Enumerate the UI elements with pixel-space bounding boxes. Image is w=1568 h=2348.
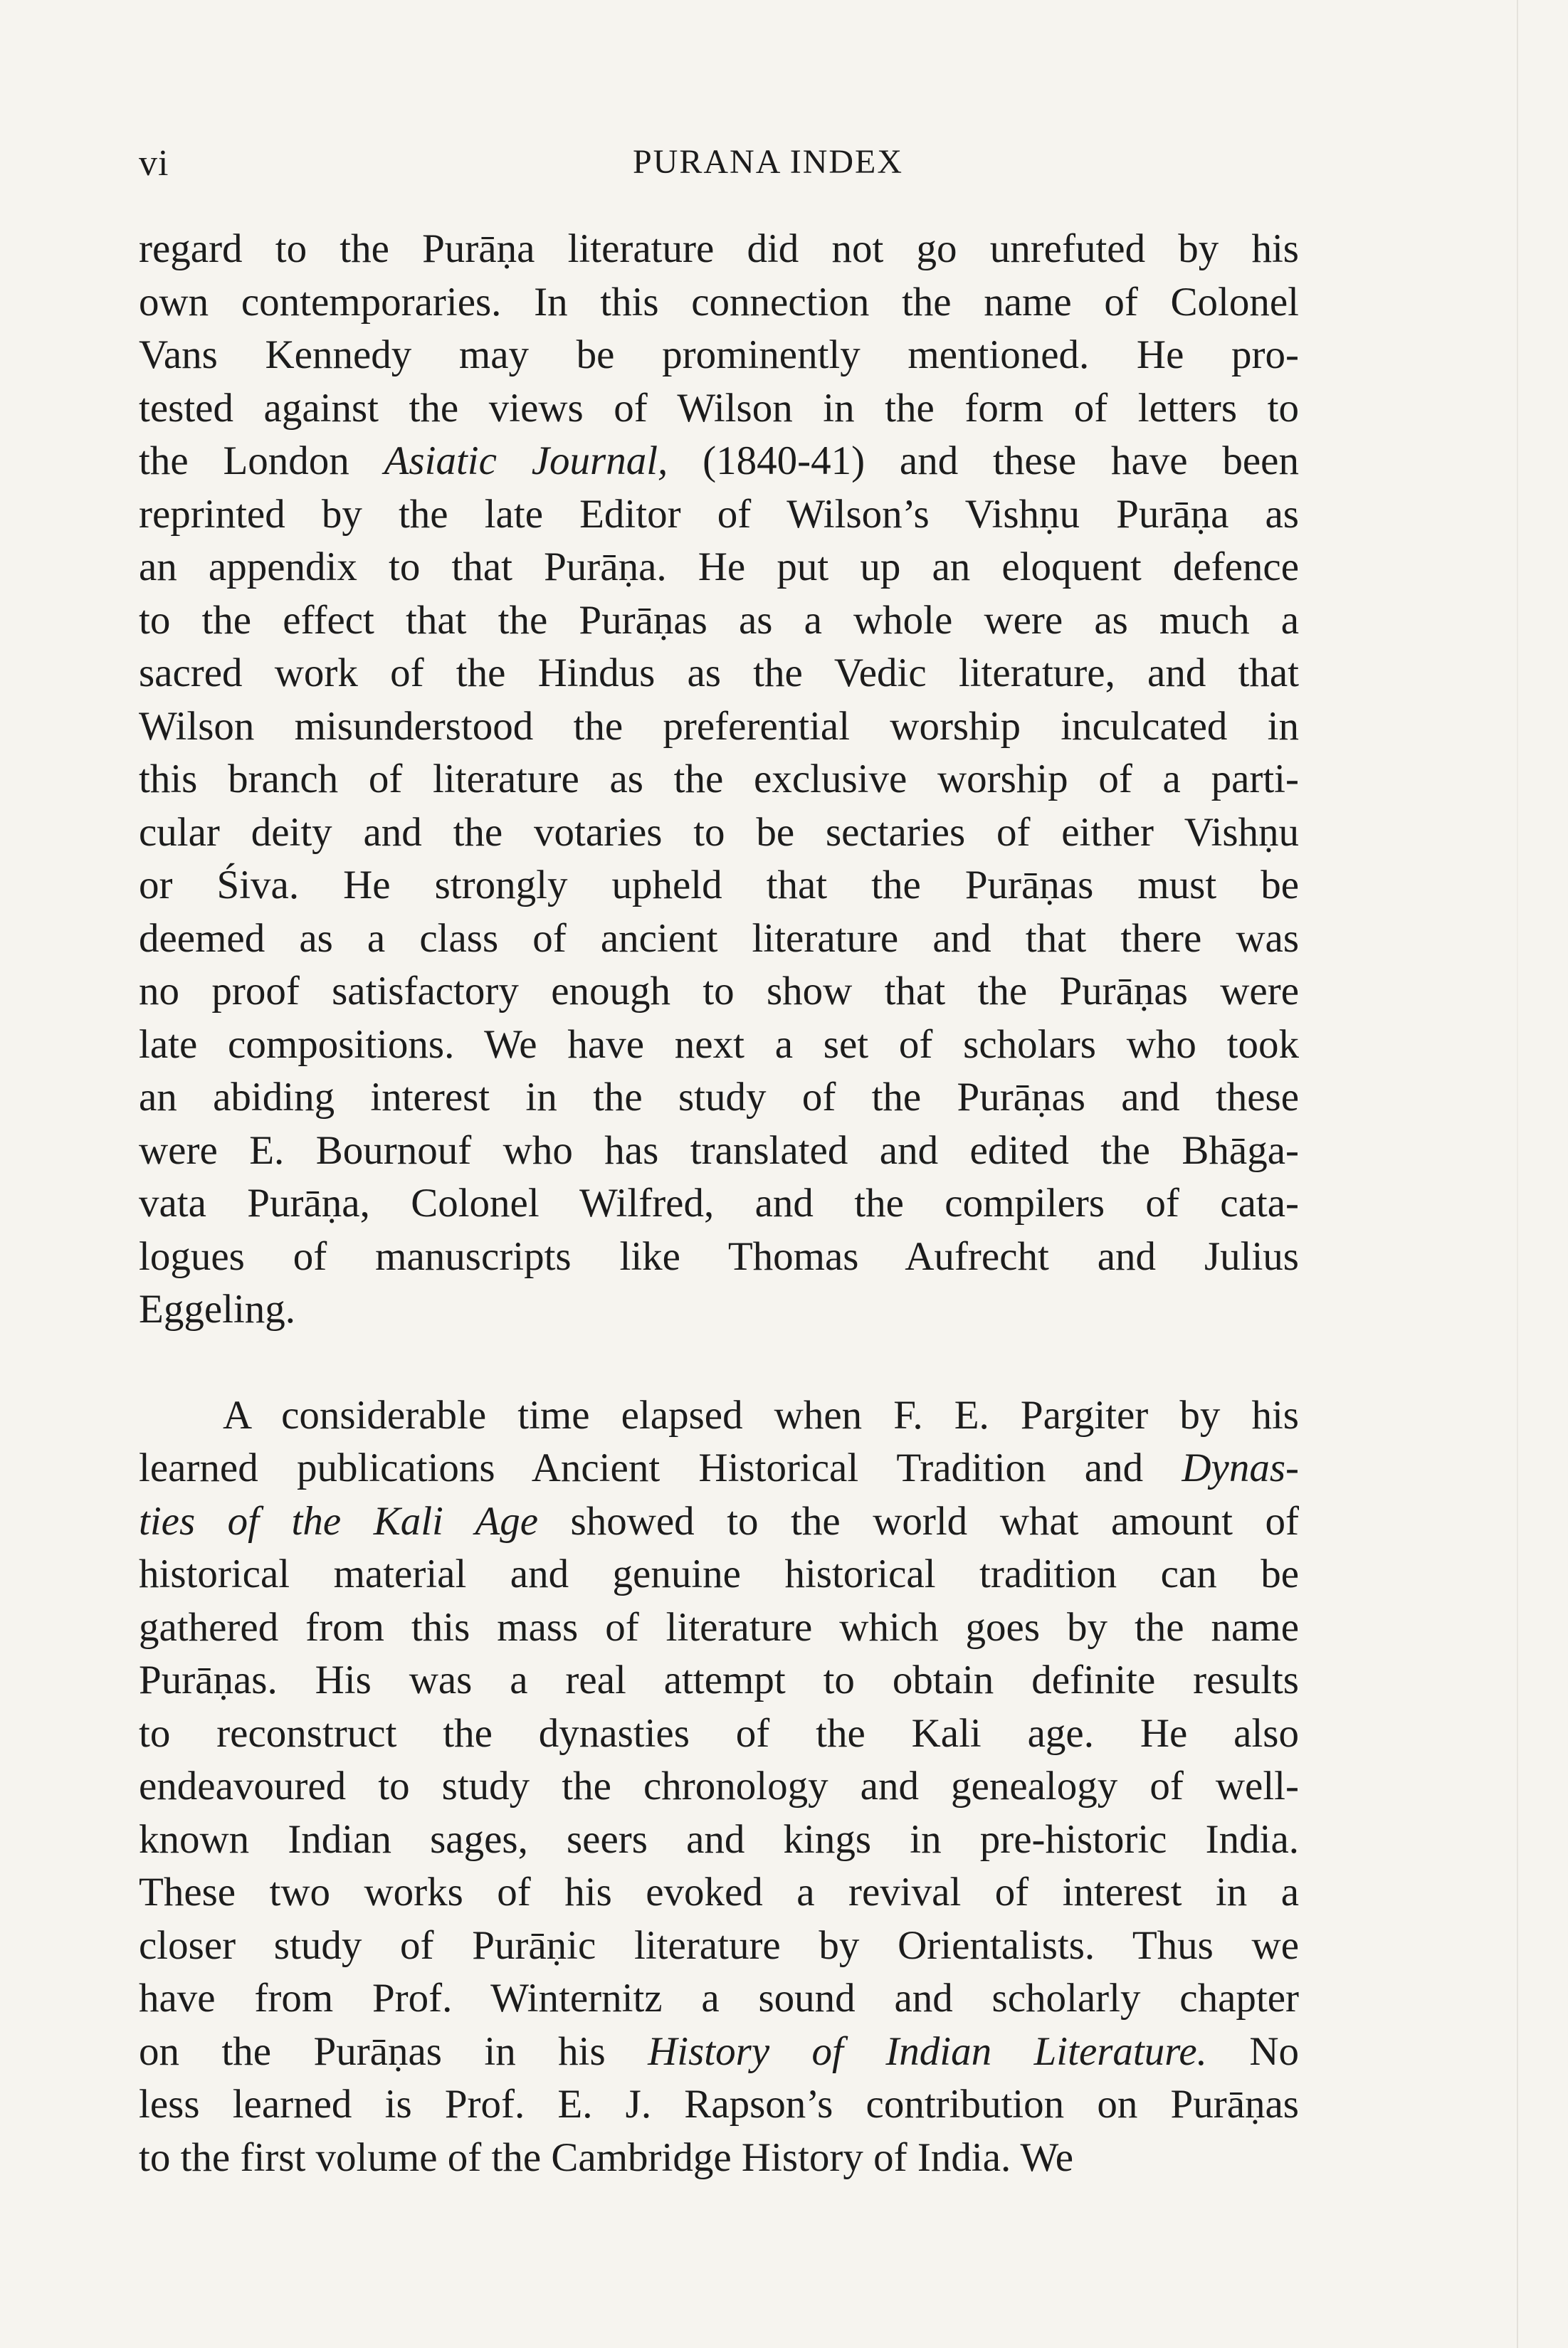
text-line: to the effect that the Purāṇas as a whole were as much a <box>139 597 1299 643</box>
running-title: PURANA INDEX <box>632 143 903 181</box>
paragraph-1 <box>139 223 1299 1337</box>
text-line: logues of manuscripts like Thomas Aufrecht and Julius <box>139 1233 1299 1279</box>
text-line: an abiding interest in the study of the Purāṇas and these <box>139 1075 1299 1120</box>
text-line: less learned is Prof. E. J. Rapson’s contribution on Purāṇas <box>139 2082 1299 2127</box>
text-line: late compositions. We have next a set of scholars who took <box>139 1021 1299 1067</box>
paragraph-gap <box>139 1337 1299 1389</box>
text-line: Vans Kennedy may be prominently mentioned. He pro- <box>139 332 1299 377</box>
text-line: ties of the Kali Age showed to the world what amount of <box>139 1498 1300 1544</box>
text-line: Wilson misunderstood the preferential worship inculcated in <box>139 703 1299 749</box>
page-edge-shadow <box>1517 0 1518 2348</box>
text-line: These two works of his evoked a revival of interest in a <box>139 1870 1299 1915</box>
text-line: historical material and genuine historical tradition can be <box>139 1552 1299 1596</box>
page-header <box>139 142 1269 199</box>
text-line: an appendix to that Purāṇa. He put up an eloquent defence <box>139 544 1299 589</box>
text-line: on the Purāṇas in his History of Indian Literature. No <box>139 2028 1299 2074</box>
text-line: endeavoured to study the chronology and genealogy of well- <box>139 1764 1299 1809</box>
text-line: were E. Bournouf who has translated and edited the Bhāga- <box>139 1127 1299 1173</box>
text-line: to reconstruct the dynasties of the Kali age. He also <box>139 1710 1299 1756</box>
text-line: vata Purāṇa, Colonel Wilfred, and the compilers of cata- <box>139 1181 1299 1226</box>
text-line: Purāṇas. His was a real attempt to obtain definite results <box>139 1658 1299 1702</box>
text-line: learned publications Ancient Historical Tradition and Dynas- <box>139 1446 1299 1490</box>
page-body <box>139 223 1299 2184</box>
text-line: tested against the views of Wilson in the form of letters to <box>139 385 1299 431</box>
text-line: to the first volume of the Cambridge History of India. We <box>139 2134 1074 2180</box>
paragraph-2 <box>139 1389 1299 2185</box>
text-line: the London Asiatic Journal, (1840-41) and these have been <box>139 438 1299 483</box>
text-line: gathered from this mass of literature which goes by the name <box>139 1604 1299 1650</box>
text-line: closer study of Purāṇic literature by Orientalists. Thus we <box>139 1922 1299 1968</box>
text-line: or Śiva. He strongly upheld that the Purāṇas must be <box>139 863 1299 907</box>
text-line: A considerable time elapsed when F. E. Pargiter by his <box>223 1392 1299 1438</box>
text-line: deemed as a class of ancient literature and that there was <box>139 915 1299 961</box>
text-line: own contemporaries. In this connection the name of Colonel <box>139 279 1299 325</box>
text-line: known Indian sages, seers and kings in pre-historic India. <box>139 1816 1299 1862</box>
text-line: sacred work of the Hindus as the Vedic literature, and that <box>139 651 1299 695</box>
page-number: vi <box>139 143 169 184</box>
text-line: regard to the Purāṇa literature did not go unrefuted by his <box>139 226 1299 271</box>
text-line: no proof satisfactory enough to show that the Purāṇas were <box>139 969 1299 1014</box>
text-line: cular deity and the votaries to be sectaries of either Vishṇu <box>139 809 1299 855</box>
text-line: reprinted by the late Editor of Wilson’s Vishṇu Purāṇa as <box>139 491 1299 537</box>
text-line: have from Prof. Winternitz a sound and scholarly chapter <box>139 1976 1299 2021</box>
text-line: Eggeling. <box>139 1287 296 1332</box>
text-line: this branch of literature as the exclusive worship of a parti- <box>139 757 1299 801</box>
